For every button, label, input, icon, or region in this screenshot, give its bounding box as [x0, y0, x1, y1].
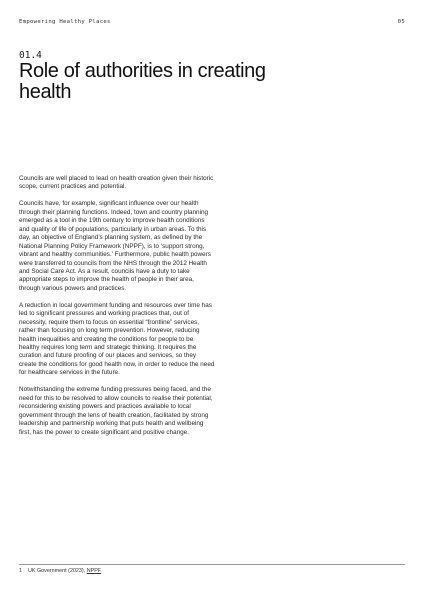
- paragraph: Notwithstanding the extreme funding pressures being faced, and the need for this to be resolved to allow councils to realise their potential, reconsidering existing powers and practices available to local government through the lens of health creation, facilitated by strong leadership and partnership working that puts health and wellbeing first, has the power to create significant and positive change.: [19, 386, 213, 436]
- footnote-text: [28, 568, 101, 574]
- footnote-divider: [19, 564, 405, 565]
- paragraph: Councils are well placed to lead on health creation given their historic scope, current practices and potential.: [19, 175, 214, 191]
- body-text: [19, 175, 215, 445]
- paragraph: A reduction in local government funding and resources over time has led to significant pressures and working practices that, out of necessity, require them to focus on essential “frontline” services, rather than focusing on long term prevention. However, reducing health inequalities and creating the conditions for people to be healthy requires long term and strategic thinking. It requires the curation and future proofing of our places and services, so they create the conditions for good health now, in order to reduce the need for healthcare services in the future.: [19, 301, 215, 377]
- section-number: 01.4: [19, 50, 42, 61]
- page-number: 05: [397, 19, 405, 25]
- footnote-number: 1: [19, 568, 22, 574]
- footnote: [19, 568, 101, 574]
- running-header: [19, 19, 405, 25]
- footnote-link[interactable]: NPPF: [86, 568, 102, 574]
- paragraph: Councils have, for example, significant influence over our health through their planning functions. Indeed, town and country planning emerged as a tool in the 19th century to improve health conditions and quality of life of populations, particularly in urban areas. To this day, an objective of England’s planning system, as defined by the National Planning Policy Framework (NPPF), is to ‘support strong, vibrant and healthy communities.’ Furthermore, public health powers were transferred to councils from the NHS through the 2012 Health and Social Care Act. As a result, councils have a duty to take appropriate steps to improve the health of people in their area, through various powers and practices.: [19, 200, 211, 292]
- page-title: Role of authorities in creating health: [19, 60, 266, 103]
- footnote-citation: UK Government (2023),: [28, 568, 86, 574]
- running-title: Empowering Healthy Places: [19, 19, 111, 25]
